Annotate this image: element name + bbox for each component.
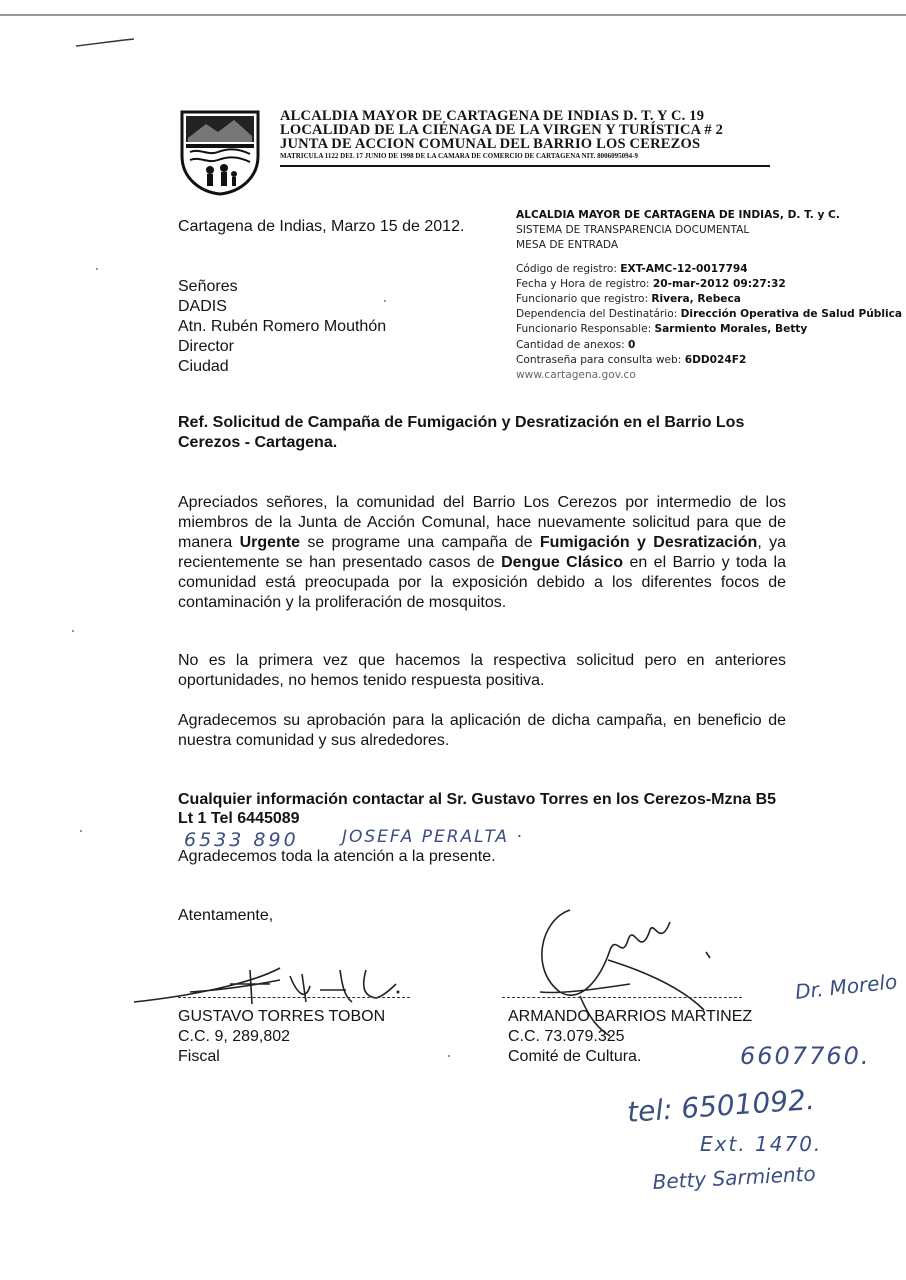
stamp-system: SISTEMA DE TRANSPARENCIA DOCUMENTAL xyxy=(516,224,750,237)
letterhead-registration: MATRICULA 1122 DEL 17 JUNIO DE 1998 DE LA CAMARA DE COMERCIO DE CARTAGENA NIT. 8006095094-9 xyxy=(280,152,638,160)
stamp-dependency: Dirección Operativa de Salud Pública xyxy=(680,308,903,321)
signer-2-name: ARMANDO BARRIOS MARTINEZ xyxy=(508,1008,753,1025)
handwritten-note-number: 6607760. xyxy=(740,1042,871,1070)
stamp-code: EXT-AMC-12-0017794 xyxy=(620,262,748,275)
body-paragraph-2: No es la primera vez que hacemos la respectiva solicitud pero en anteriores oportunidades, no hemos tenido respuesta positiva. xyxy=(178,652,786,689)
stamp-dependency-row: Dependencia del Destinatário: Dirección Operativa de Salud Pública xyxy=(516,308,903,321)
recipient-entity: DADIS xyxy=(178,298,227,315)
scan-speck xyxy=(96,268,98,270)
stamp-responsible: Sarmiento Morales, Betty xyxy=(654,323,808,336)
scan-speck xyxy=(72,630,74,632)
handwritten-note-ext: Ext. 1470. xyxy=(700,1132,823,1156)
recipient-attention: Atn. Rubén Romero Mouthón xyxy=(178,318,387,335)
stamp-official: Rivera, Rebeca xyxy=(651,293,741,306)
stamp-responsible-row: Funcionario Responsable: Sarmiento Morales, Betty xyxy=(516,323,808,336)
stamp-annexes: 0 xyxy=(628,338,636,351)
stamp-official-row: Funcionario que registro: Rivera, Rebeca xyxy=(516,293,741,306)
recipient-city: Ciudad xyxy=(178,358,229,375)
signature-1 xyxy=(130,940,420,1010)
registry-stamp xyxy=(516,208,902,383)
regards: Atentamente, xyxy=(178,907,274,924)
reference-line: Ref. Solicitud de Campaña de Fumigación y Desratización en el Barrio Los Cerezos - Cartagena. xyxy=(178,414,745,451)
stamp-datetime: 20-mar-2012 09:27:32 xyxy=(652,277,786,290)
handwritten-name: JOSEFA PERALTA · xyxy=(342,827,524,847)
place-date: Cartagena de Indias, Marzo 15 de 2012. xyxy=(178,218,465,235)
stamp-annexes-row: Cantidad de anexos: 0 xyxy=(516,338,636,351)
handwritten-note-dr-morelo: Dr. Morelo xyxy=(794,969,899,1004)
signer-2-block xyxy=(508,1007,752,1067)
signer-1-role: Fiscal xyxy=(178,1048,220,1065)
closing-line: Agradecemos toda la atención a la presente. xyxy=(178,848,496,865)
scan-speck xyxy=(384,300,386,302)
handwritten-note-betty: Betty Sarmiento xyxy=(652,1161,817,1194)
stamp-password: 6DD024F2 xyxy=(684,353,747,366)
scan-speck xyxy=(448,1055,450,1057)
scan-speck xyxy=(80,830,82,832)
stamp-website: www.cartagena.gov.co xyxy=(516,369,636,382)
junta-crest-logo xyxy=(178,108,262,196)
stamp-password-row: Contraseña para consulta web: 6DD024F2 xyxy=(516,353,747,366)
body-paragraph-1: Apreciados señores, la comunidad del Barrio Los Cerezos por intermedio de los miembros de la Junta de Acción Comunal, hace nuevamente solicitud para que de manera Urgente se programe una campaña de Fumigación y Desratización, ya recientemente se han presentado casos de Dengue Clásico en el Barrio y toda la comunidad está preocupada por la exposición debido a los diferentes focos de contaminación y la proliferación de mosquitos. xyxy=(178,494,787,611)
recipient-title: Director xyxy=(178,338,235,355)
pen-stroke-mark xyxy=(74,36,138,50)
body-paragraph-3: Agradecemos su aprobación para la aplicación de dicha campaña, en beneficio de nuestra comunidad y sus alrededores. xyxy=(178,712,786,749)
stamp-code-row: Código de registro: EXT-AMC-12-0017794 xyxy=(516,262,748,275)
stamp-title: ALCALDIA MAYOR DE CARTAGENA DE INDIAS, D. T. y C. xyxy=(516,209,840,221)
letterhead-line-3: JUNTA DE ACCION COMUNAL DEL BARRIO LOS CEREZOS xyxy=(280,136,701,152)
contact-info: Cualquier información contactar al Sr. Gustavo Torres en los Cerezos-Mzna B5 Lt 1 Tel 6445089 xyxy=(178,791,777,827)
signature-line-2 xyxy=(502,997,742,998)
recipient-block xyxy=(178,277,386,377)
stamp-datetime-row: Fecha y Hora de registro: 20-mar-2012 09:27:32 xyxy=(516,277,786,290)
signer-2-id: C.C. 73.079.325 xyxy=(508,1028,625,1045)
signer-2-role: Comité de Cultura. xyxy=(508,1048,642,1065)
signature-line-1 xyxy=(178,997,410,998)
scan-top-edge xyxy=(0,14,906,16)
letterhead xyxy=(280,109,723,161)
signer-1-block xyxy=(178,1007,385,1067)
letterhead-line-1: ALCALDIA MAYOR DE CARTAGENA DE INDIAS D. T. Y C. 19 xyxy=(280,108,705,124)
handwritten-note-tel: tel: 6501092. xyxy=(626,1082,816,1129)
recipient-salutation: Señores xyxy=(178,278,238,295)
letterhead-line-2: LOCALIDAD DE LA CIÉNAGA DE LA VIRGEN Y TURÍSTICA # 2 xyxy=(280,122,724,138)
letterhead-rule xyxy=(280,165,770,167)
signer-1-id: C.C. 9, 289,802 xyxy=(178,1028,291,1045)
handwritten-phone: 6533 890 xyxy=(184,829,299,851)
stamp-desk: MESA DE ENTRADA xyxy=(516,239,619,252)
signer-1-name: GUSTAVO TORRES TOBON xyxy=(178,1008,386,1025)
